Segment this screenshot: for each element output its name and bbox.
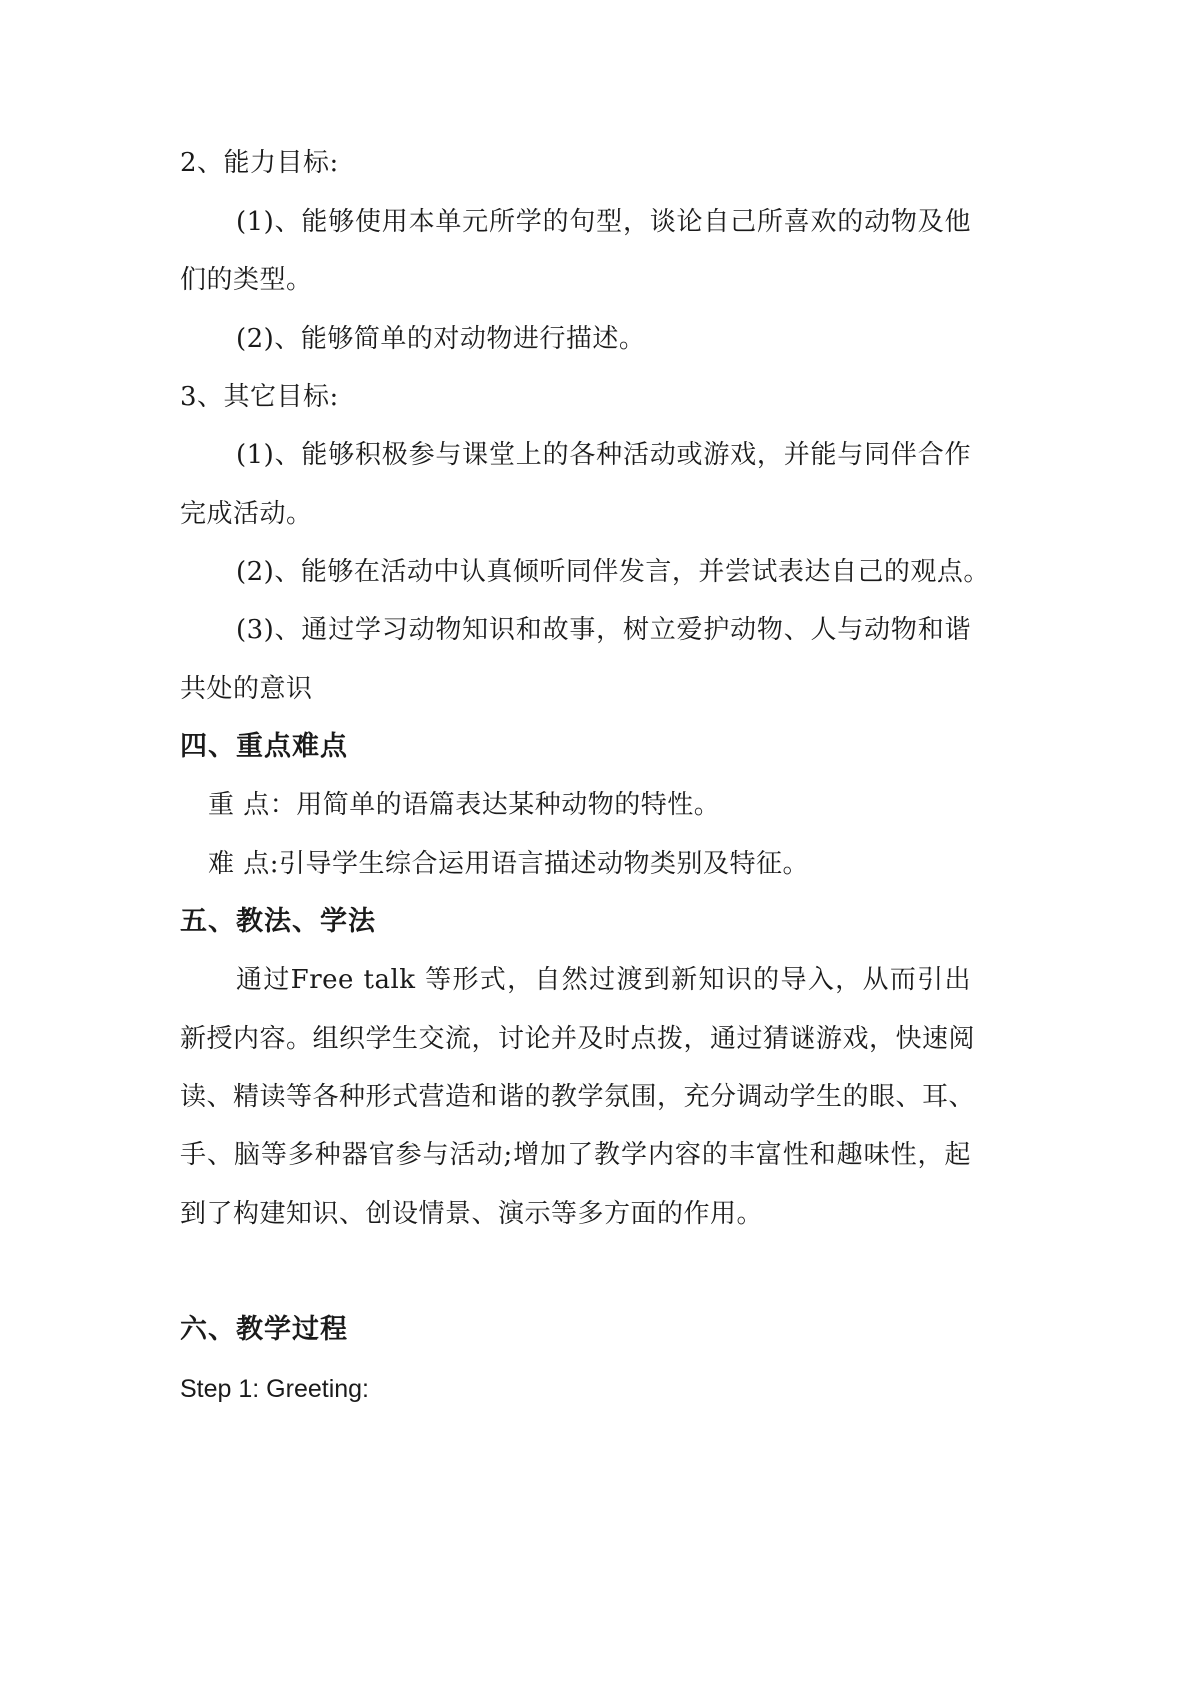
section3-item1-line2: 完成活动。: [180, 499, 313, 529]
key-point: 重 点：用简单的语篇表达某种动物的特性。: [208, 790, 721, 820]
section2-item1-line1: (1)、能够使用本单元所学的句型，谈论自己所喜欢的动物及他: [236, 207, 971, 237]
section5-paragraph-line5: 到了构建知识、创设情景、演示等多方面的作用。: [180, 1199, 764, 1229]
section3-item3-line2: 共处的意识: [180, 674, 313, 704]
section6-heading: 六、教学过程: [180, 1314, 348, 1345]
section3-title: 3、其它目标:: [180, 382, 339, 412]
section2-title: 2、能力目标:: [180, 148, 339, 178]
section5-paragraph-line3: 读、精读等各种形式营造和谐的教学氛围，充分调动学生的眼、耳、: [180, 1082, 976, 1112]
section3-item1-line1: (1)、能够积极参与课堂上的各种活动或游戏，并能与同伴合作: [236, 440, 971, 470]
section5-paragraph-line1: 通过Free talk 等形式，自然过渡到新知识的导入，从而引出: [236, 965, 971, 995]
section5-paragraph-line4: 手、脑等多种器官参与活动;增加了教学内容的丰富性和趣味性，起: [180, 1140, 971, 1170]
section3-item3-line1: (3)、通过学习动物知识和故事，树立爱护动物、人与动物和谐: [236, 615, 971, 645]
section5-paragraph-line2: 新授内容。组织学生交流，讨论并及时点拨，通过猜谜游戏，快速阅: [180, 1024, 976, 1054]
difficult-point: 难 点:引导学生综合运用语言描述动物类别及特征。: [208, 849, 810, 879]
step1-greeting: Step 1: Greeting:: [180, 1375, 370, 1403]
section2-item2: (2)、能够简单的对动物进行描述。: [236, 324, 646, 354]
section5-heading: 五、教法、学法: [180, 906, 376, 937]
section4-heading: 四、重点难点: [180, 731, 348, 762]
section2-item1-line2: 们的类型。: [180, 265, 313, 295]
section3-item2: (2)、能够在活动中认真倾听同伴发言，并尝试表达自己的观点。: [236, 557, 990, 587]
